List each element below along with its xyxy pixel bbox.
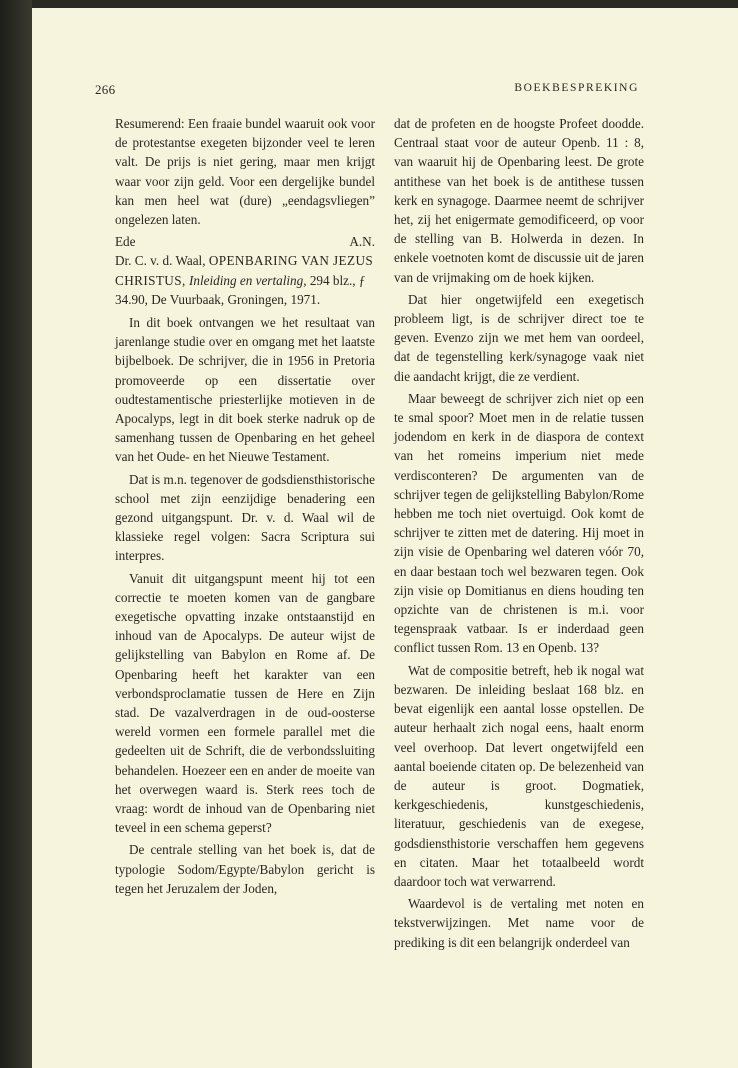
right-column <box>394 114 644 955</box>
body-paragraph: Dat hier ongetwijfeld een exegetisch probleem ligt, is de schrijver direct toe te geven. Evenzo zijn we met hem van oordeel, dat de tegenstelling kerk/synagoge vaak niet die aandacht krijgt, die ze verdient. <box>394 291 644 384</box>
scan-edge <box>0 0 32 1068</box>
review-subtitle: Inleiding en vertaling, <box>188 272 307 288</box>
signature-initials: A.N. <box>349 234 375 250</box>
review-heading <box>115 251 375 310</box>
running-title: BOEKBESPREKING <box>514 82 639 94</box>
review-author: Dr. C. v. d. Waal, <box>115 253 206 269</box>
body-paragraph: Vanuit dit uitgangspunt meent hij tot een correctie te moeten komen van de gangbare exegetische opvatting inzake ontstaanstijd en inhoud van de Apocalyps. De auteur wijst de gelijkstelling van Babylon en Rome af. De Openbaring heeft het karakter van een verbondsproclamatie tussen de Here en Zijn stad. De vazalverdragen in de oud-oosterse wereld vormen een formele parallel met die gedeelten uit de Schrift, die de verbondssluiting behandelen. Hoezeer een en ander de moeite van het overwegen waard is. Sterk rees toch de vraag: wordt de inhoud van de Openbaring niet teveel in een schema geperst? <box>115 570 375 836</box>
intro-paragraph: Resumerend: Een fraaie bundel waaruit ook voor de protestantse exegeten bijzonder veel te leren valt. De prijs is niet gering, maar men krijgt waar voor zijn geld. Voor een dergelijke bundel kan men heel wat (dure) „eendagsvliegen” ongelezen laten. <box>115 116 375 228</box>
body-paragraph: Wat de compositie betreft, heb ik nogal wat bezwaren. De inleiding beslaat 168 blz. en bevat eigenlijk een aantal losse opstellen. De auteur herhaalt zich nogal eens, haalt enorm veel overhoop. Dat levert ongetwijfeld een aantal boeiende citaten op. De belezenheid van de auteur is groot. Dogmatiek, kerkgeschiedenis, kunstgeschiedenis, literatuur, geschiedenis van de exegese, godsdiensthistorie verschaffen hem gegevens en citaten. Maar het totaalbeeld wordt daardoor toch wat verwarrend. <box>394 662 644 889</box>
signature <box>115 232 375 251</box>
body-paragraph: Dat is m.n. tegenover de godsdiensthistorische school met zijn eenzijdige benadering een gezond uitgangspunt. Dr. v. d. Waal wil de klassieke regel volgen: Sacra Scriptura sui interpres. <box>115 471 375 564</box>
review-details: 294 blz., ƒ 34.90, De Vuurbaak, Groningen, 1971. <box>115 272 366 308</box>
body-paragraph: De centrale stelling van het boek is, dat de typologie Sodom/Egypte/Babylon gericht is tegen het Jeruzalem der Joden, <box>115 842 375 896</box>
continuation-paragraph: dat de profeten en de hoogste Profeet doodde. Centraal staat voor de auteur Openb. 11 : 8, van waaruit hij de Openbaring leest. De grote antithese van het boek is de antithese tussen kerk en synagoge. Daarmee neemt de schrijver het, zij het enigermate gemodificeerd, op voor de stelling van B. Holwerda in dezen. In enkele voetnoten komt de discussie uit de jaren van de vrijmaking om de hoek kijken. <box>394 116 644 285</box>
signature-place: Ede <box>115 234 136 250</box>
body-paragraph: Waardevol is de vertaling met noten en tekstverwijzingen. Met name voor de prediking is dit een belangrijk onderdeel van <box>394 896 644 950</box>
body-paragraph: Maar beweegt de schrijver zich niet op een te smal spoor? Moet men in de relatie tussen jodendom en kerk in de diaspora de context van het romeins imperium niet mede verdisconteren? De argumenten van de schrijver tegen de gelijkstelling Babylon/Rome hebben me toch niet overtuigd. Ook komt de schrijver te zitten met de datering. Hij moet in zijn visie de Openbaring wel dateren vóór 70, en daar bestaan toch wel bezwaren tegen. Ook zijn visie op Domitianus en diens houding ten opzichte van de christenen is m.i. voor tegenspraak vatbaar. Is er inderdaad geen conflict tussen Rom. 13 en Openb. 13? <box>394 390 644 656</box>
body-paragraph: In dit boek ontvangen we het resultaat van jarenlange studie over en omgang met het laatste bijbelboek. De schrijver, die in 1956 in Pretoria promoveerde op een dissertatie over oudtestamentische priesterlijke motieven in de Apocalyps, legt in dit boek sterke nadruk op de samenhang tussen de Openbaring en het geheel van het Oude- en het Nieuwe Testament. <box>115 314 375 465</box>
review-title: OPENBARING VAN JEZUS CHRISTUS, <box>115 253 374 288</box>
page-number: 266 <box>95 82 116 97</box>
left-column <box>115 114 375 901</box>
